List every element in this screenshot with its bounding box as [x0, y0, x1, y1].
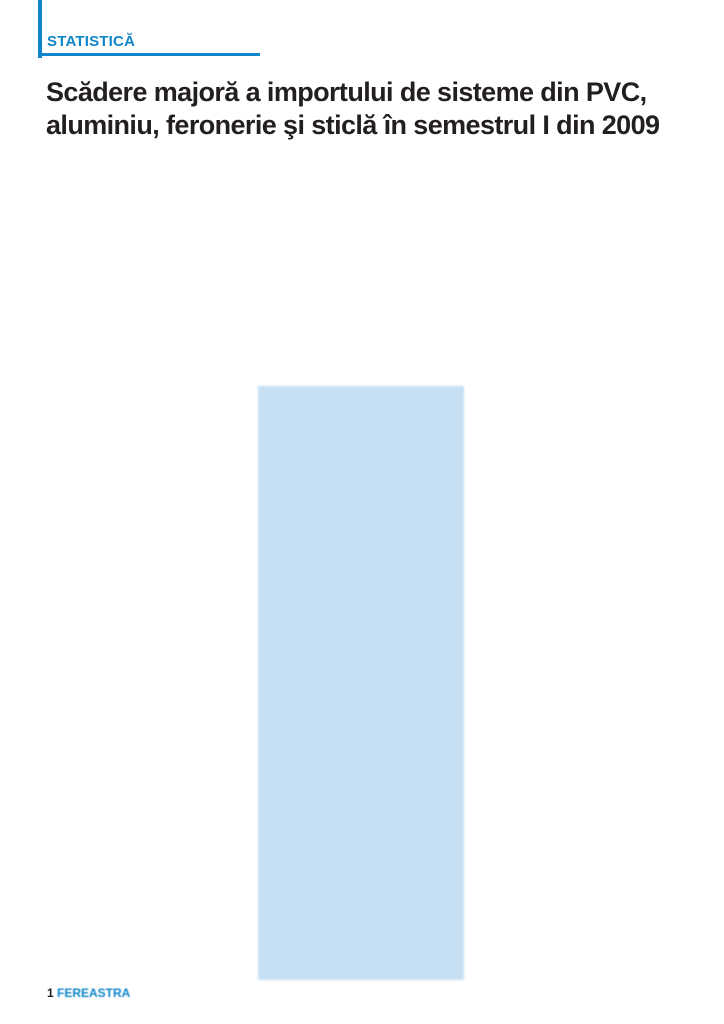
page-number: 1 [47, 986, 54, 1000]
body-column-3-continued [474, 410, 680, 980]
accent-vertical-line [38, 0, 42, 58]
statistics-sidebar [266, 394, 456, 974]
section-rule [38, 53, 260, 56]
headline-line-2: aluminiu, feronerie şi sticlă în semestrul I din 2009 [46, 110, 660, 140]
body-column-3 [474, 150, 680, 350]
magazine-name: FEREASTRA [57, 986, 131, 1000]
section-label: STATISTICĂ [47, 33, 136, 50]
article-headline [46, 76, 696, 142]
headline-line-1: Scădere majoră a importului de sisteme din PVC, [46, 77, 647, 107]
body-column-2 [262, 150, 468, 350]
body-column-1 [46, 150, 252, 985]
